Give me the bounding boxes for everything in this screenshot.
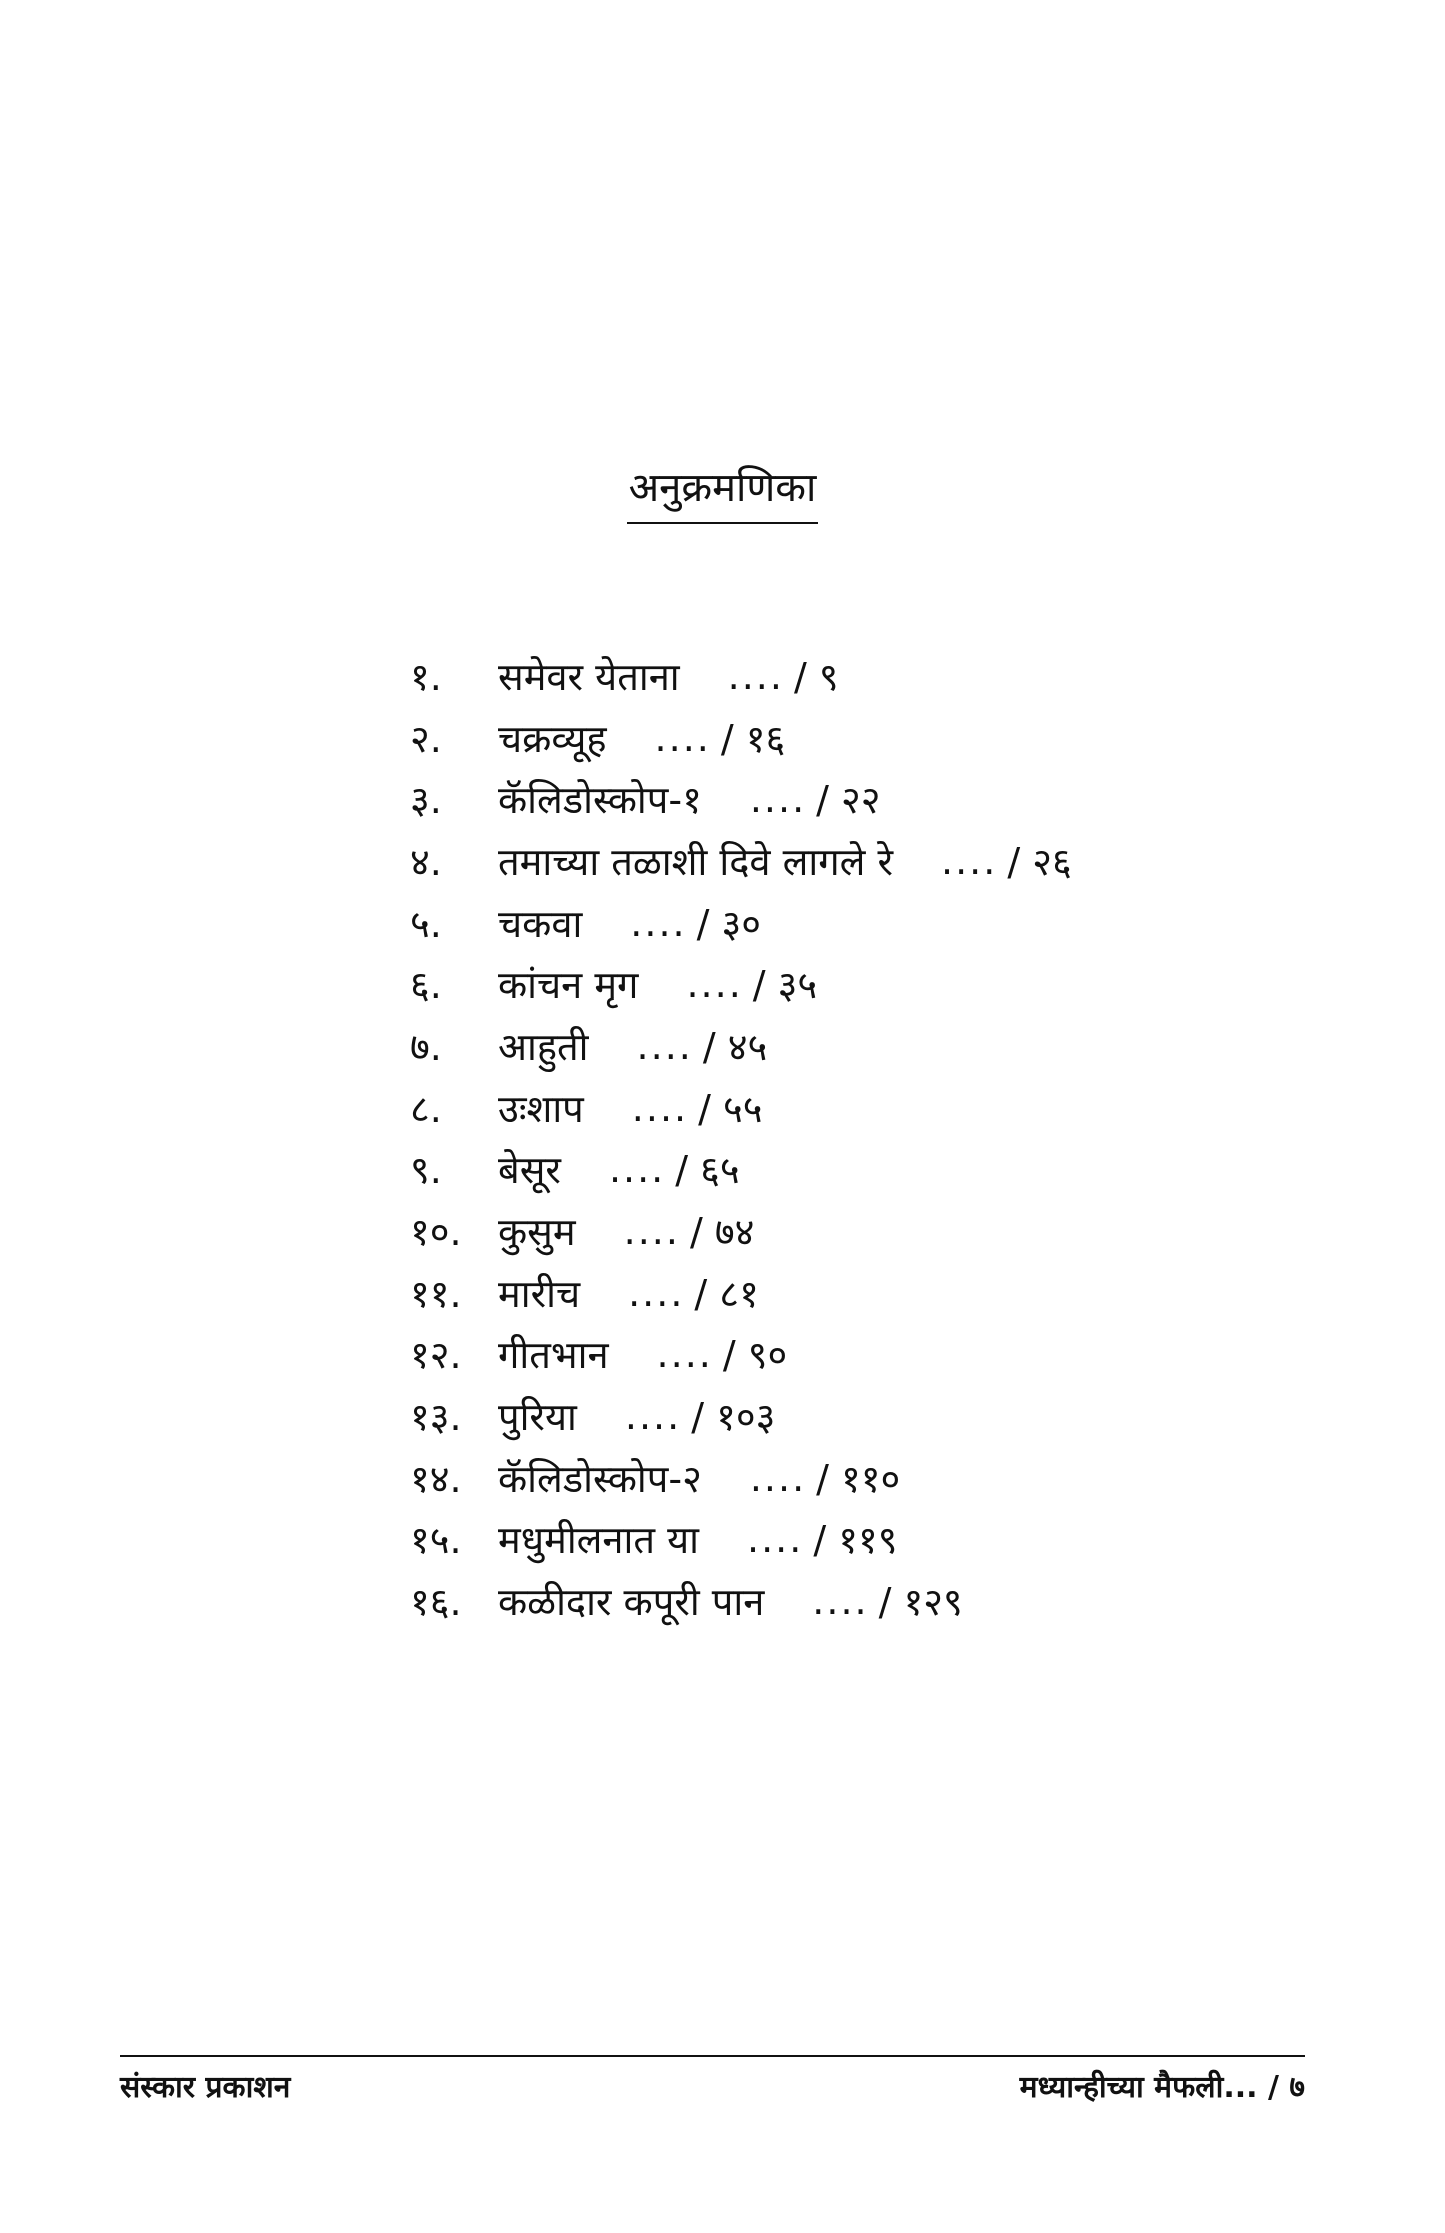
toc-entry-page: / २६ — [1007, 839, 1072, 884]
toc-entry-title: मधुमीलनात या — [498, 1518, 699, 1563]
toc-entry-leader: .... — [630, 900, 687, 945]
toc-entry-leader: .... — [746, 1517, 804, 1562]
toc-entry — [410, 707, 1310, 769]
toc-entry-page: / ५५ — [698, 1086, 763, 1131]
toc-entry-number: ११. — [410, 1271, 462, 1316]
toc-entry-page: / २२ — [816, 778, 881, 823]
toc-entry — [410, 1324, 1310, 1386]
toc-entry-page: / ११९ — [813, 1518, 898, 1563]
toc-entry-leader: .... — [812, 1579, 869, 1624]
toc-entry-leader: .... — [941, 838, 998, 883]
toc-entry-page: / ८१ — [694, 1271, 759, 1316]
toc-entry-page: / ३० — [696, 901, 762, 946]
toc-entry-leader: .... — [727, 653, 784, 698]
toc-entry-title: मारीच — [498, 1271, 581, 1316]
toc-entry-title: कॅलिडोस्कोप-२ — [498, 1456, 702, 1501]
toc-entry — [410, 1447, 1310, 1509]
toc-entry-number: १४. — [410, 1456, 462, 1501]
footer-publisher: संस्कार प्रकाशन — [120, 2070, 291, 2105]
toc-entry-page: / ११० — [816, 1456, 901, 1501]
toc-entry — [410, 830, 1310, 892]
toc-entry — [410, 1509, 1310, 1571]
toc-entry — [410, 892, 1310, 954]
toc-entry-title: कळीदार कपूरी पान — [498, 1580, 765, 1625]
toc-entry-leader: .... — [654, 715, 711, 760]
toc-entry-number: १२. — [410, 1333, 462, 1378]
toc-entry-title: बेसूर — [498, 1148, 561, 1193]
toc-entry-number: १०. — [410, 1210, 462, 1255]
toc-entry — [410, 1139, 1310, 1201]
toc-entry-title: कांचन मृग — [498, 963, 639, 1008]
toc-entry-leader: .... — [686, 962, 743, 1007]
toc-entry-number: ४. — [410, 839, 442, 884]
toc-entry-leader: .... — [623, 1209, 680, 1254]
toc-entry-leader: .... — [624, 1394, 682, 1439]
toc-entry-number: ९. — [410, 1148, 442, 1193]
toc-entry — [410, 1077, 1310, 1139]
toc-entry-title: समेवर येताना — [498, 654, 680, 699]
toc-entry-number: १. — [410, 654, 442, 699]
toc-entry — [410, 768, 1310, 830]
toc-entry-leader: .... — [631, 1085, 689, 1130]
toc-entry-number: २. — [410, 716, 442, 761]
toc-entry-page: / १६ — [720, 716, 786, 761]
page-title — [0, 460, 1445, 524]
page-title-text: अनुक्रमणिका — [627, 460, 819, 524]
toc-entry-number: १६. — [410, 1580, 462, 1625]
toc-entry-title: चकवा — [498, 901, 583, 946]
toc-entry-page: / १२९ — [878, 1580, 963, 1625]
toc-entry — [410, 1200, 1310, 1262]
toc-entry-title: चक्रव्यूह — [498, 716, 607, 761]
toc-entry-leader: .... — [656, 1332, 713, 1377]
toc-entry — [410, 1385, 1310, 1447]
toc-entry-leader: .... — [628, 1270, 685, 1315]
toc-entry-title: तमाच्या तळाशी दिवे लागले रे — [498, 839, 893, 884]
toc-entry-page: / ९ — [793, 654, 839, 699]
toc-entry-title: गीतभान — [498, 1333, 609, 1378]
toc-entry-leader: .... — [608, 1147, 666, 1192]
toc-entry-title: पुरिया — [498, 1395, 577, 1440]
table-of-contents — [410, 645, 1310, 1632]
toc-entry-number: ७. — [410, 1024, 442, 1069]
toc-entry — [410, 1262, 1310, 1324]
toc-entry-number: ६. — [410, 963, 442, 1008]
toc-entry-title: कॅलिडोस्कोप-१ — [498, 778, 702, 823]
toc-entry-number: १५. — [410, 1518, 462, 1563]
toc-entry-page: / ६५ — [675, 1148, 740, 1193]
toc-entry-leader: .... — [749, 1455, 807, 1500]
toc-entry-page: / ३५ — [752, 963, 818, 1008]
footer-divider — [120, 2055, 1305, 2057]
toc-entry — [410, 645, 1310, 707]
toc-entry-page: / ९० — [722, 1333, 788, 1378]
toc-entry-number: ३. — [410, 778, 442, 823]
toc-entry-leader: .... — [636, 1023, 693, 1068]
toc-entry-title: उःशाप — [498, 1086, 584, 1131]
toc-entry — [410, 953, 1310, 1015]
toc-entry-title: आहुती — [498, 1024, 589, 1069]
toc-entry-leader: .... — [749, 777, 807, 822]
toc-entry — [410, 1015, 1310, 1077]
toc-entry-number: १३. — [410, 1395, 462, 1440]
toc-entry-page: / ४५ — [702, 1024, 768, 1069]
toc-entry — [410, 1570, 1310, 1632]
toc-entry-title: कुसुम — [498, 1210, 576, 1255]
toc-entry-number: ८. — [410, 1086, 442, 1131]
toc-entry-page: / १०३ — [691, 1395, 776, 1440]
toc-entry-number: ५. — [410, 901, 442, 946]
toc-entry-page: / ७४ — [689, 1210, 755, 1255]
footer-book-page: मध्यान्हीच्या मैफली... / ७ — [1019, 2070, 1305, 2105]
